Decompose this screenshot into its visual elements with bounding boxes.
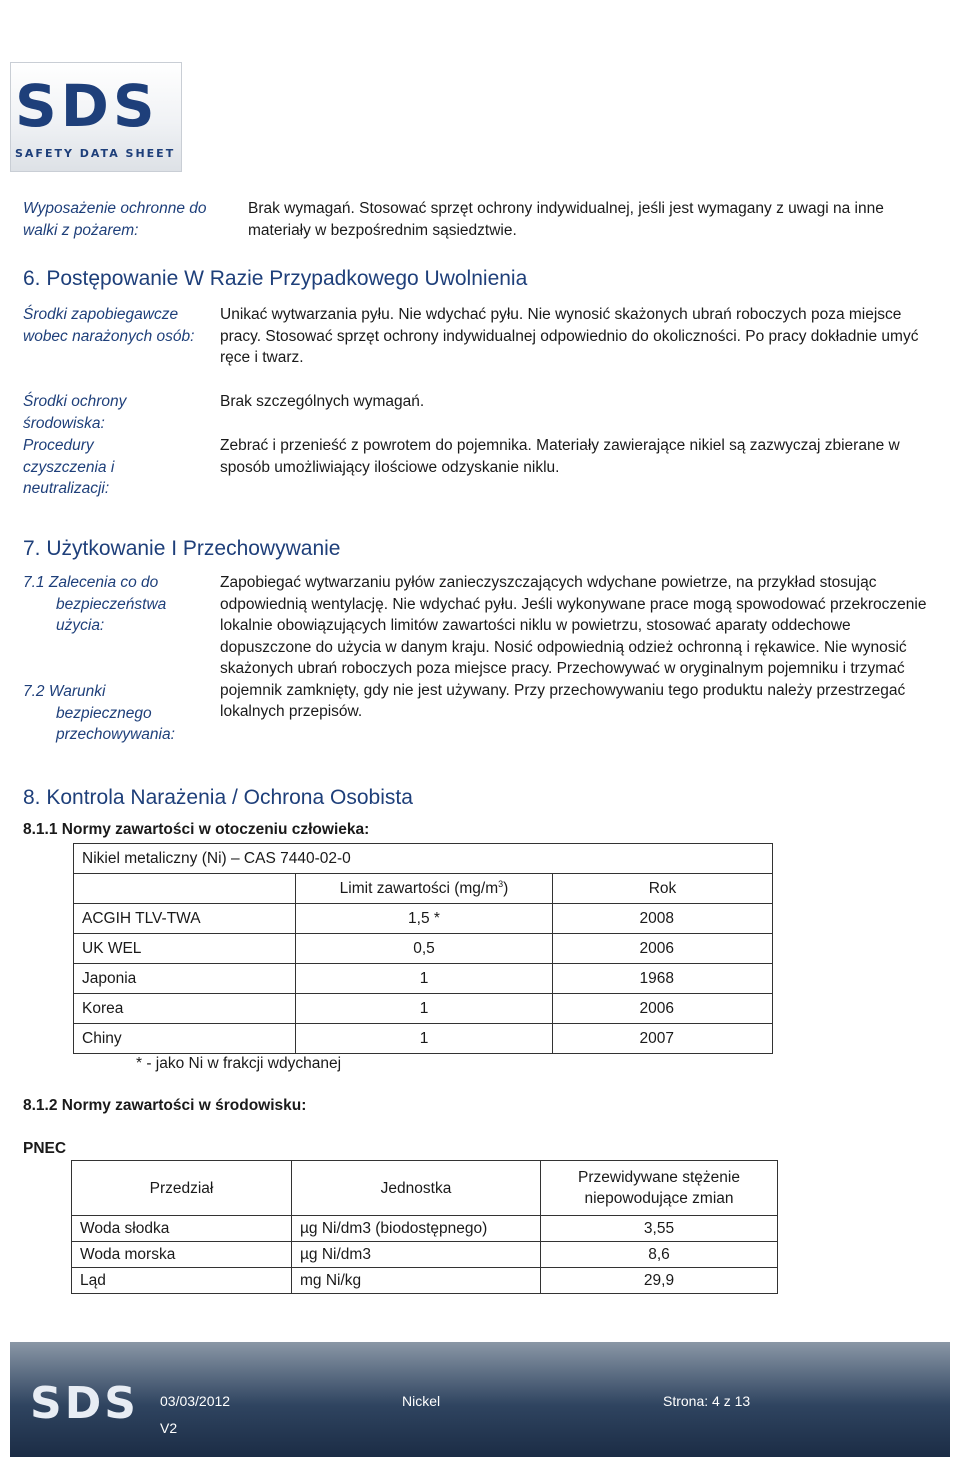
row-limit: 0,5 [296,934,553,964]
table-caption: Nikiel metaliczny (Ni) – CAS 7440-02-0 [74,844,773,874]
fire-equipment-label: Wyposażenie ochronne do walki z pożarem: [23,200,207,239]
table-row [74,934,773,964]
table-row [72,1268,778,1294]
environment-limits-heading: 8.1.2 Normy zawartości w środowisku: [23,1097,307,1114]
sds-logo-text: SDS [15,72,159,140]
footer-version: V2 [160,1420,178,1436]
header-year: Rok [553,874,773,904]
pnec-value: 29,9 [541,1268,778,1294]
table-row [72,1216,778,1242]
table-row [74,904,773,934]
row-year: 2008 [553,904,773,934]
pnec-unit: µg Ni/dm3 [292,1242,541,1268]
handling-label-line2: bezpieczeństwa [56,595,167,613]
header-empty-cell [74,874,296,904]
row-name: Chiny [74,1024,296,1054]
pnec-zone: Ląd [72,1268,292,1294]
footer-sds-logo: SDS [30,1378,139,1429]
workplace-limits-heading: 8.1.1 Normy zawartości w otoczeniu człowieka: [23,821,370,838]
pnec-value: 8,6 [541,1242,778,1268]
storage-label-line3: przechowywania: [56,726,175,743]
section-8-title: 8. Kontrola Narażenia / Ochrona Osobista [23,786,413,809]
pnec-value: 3,55 [541,1216,778,1242]
handling-storage-text: Zapobiegać wytwarzaniu pyłów zanieczyszczających wdychane powietrze, na przykład stosując odpowiednią wentylację. Nie wdychać pyłu. Jeśli wykonywane prace mogą spowodować przekroczenie lokalnie obowiązujących limitów zawartości niklu w powietrzu, stosować aparaty oddechowe dopuszczone do użycia w danym kraju. Nosić odpowiednią odzież ochronną i rękawice. Nie wynosić skażonych ubrań roboczych poza miejsce pracy. Przechowywać w oryginalnym pojemniku i trzymać pojemnik zamknięty, gdy nie jest używany. Przy przechowywaniu tego produktu należy przestrzegać lokalnych przepisów. [220,574,927,720]
handling-label [23,572,213,637]
table-caption-row [74,844,773,874]
table-row [74,1024,773,1054]
row-year: 2006 [553,994,773,1024]
table-footnote: * - jako Ni w frakcji wdychanej [136,1055,342,1072]
pnec-header-row [72,1161,778,1216]
row-limit: 1 [296,1024,553,1054]
cleanup-procedures-text: Zebrać i przenieść z powrotem do pojemnika. Materiały zawierające nikiel są zazwyczaj zbierane w sposób umożliwiający ilościowe odzyskanie niklu. [220,437,900,476]
sds-logo [10,62,182,172]
environmental-precautions-label: Środki ochrony środowiska: [23,393,127,432]
pnec-header-unit: Jednostka [292,1161,541,1216]
table-header-row [74,874,773,904]
personal-precautions-text: Unikać wytwarzania pyłu. Nie wdychać pyłu. Nie wynosić skażonych ubrań roboczych poza miejsce pracy. Stosować sprzęt ochrony indywidualnej odpowiednio do okoliczności. Po pracy dokładnie umyć ręce i twarz. [220,306,919,366]
row-limit: 1 [296,994,553,1024]
table-row [72,1242,778,1268]
section-7-title: 7. Użytkowanie I Przechowywanie [23,537,341,560]
row-year: 1968 [553,964,773,994]
environmental-precautions-text: Brak szczególnych wymagań. [220,393,425,410]
pnec-zone: Woda słodka [72,1216,292,1242]
handling-label-line1: 7.1 Zalecenia co do [23,574,159,591]
footer-banner [10,1342,950,1457]
row-name: UK WEL [74,934,296,964]
pnec-header-value: Przewidywane stężenie niepowodujące zmian [541,1161,778,1216]
personal-precautions-label: Środki zapobiegawcze wobec narażonych osób: [23,306,195,345]
sds-logo-subtitle: SAFETY DATA SHEET [15,147,176,160]
handling-label-line3: użycia: [56,617,105,634]
pnec-header-zone: Przedział [72,1161,292,1216]
pnec-unit: µg Ni/dm3 (biodostępnego) [292,1216,541,1242]
storage-label [23,681,213,746]
footer-date: 03/03/2012 [160,1393,231,1409]
table-row [74,964,773,994]
storage-label-line2: bezpiecznego [56,704,152,722]
row-year: 2007 [553,1024,773,1054]
cleanup-procedures-label: Procedury czyszczenia i neutralizacji: [23,437,115,497]
row-name: Japonia [74,964,296,994]
pnec-label: PNEC [23,1140,67,1157]
exposure-limits-table [73,843,773,1054]
footer-page-number: Strona: 4 z 13 [663,1393,751,1409]
row-limit: 1,5 * [296,904,553,934]
pnec-table [71,1160,778,1294]
fire-equipment-text: Brak wymagań. Stosować sprzęt ochrony indywidualnej, jeśli jest wymagany z uwagi na inne materiały w bezpośrednim sąsiedztwie. [248,200,884,239]
row-name: Korea [74,994,296,1024]
row-year: 2006 [553,934,773,964]
section-6-title: 6. Postępowanie W Razie Przypadkowego Uwolnienia [23,267,528,290]
pnec-unit: mg Ni/kg [292,1268,541,1294]
pnec-zone: Woda morska [72,1242,292,1268]
row-name: ACGIH TLV-TWA [74,904,296,934]
table-row [74,994,773,1024]
header-limit: Limit zawartości $(mg/m^3)$ [296,874,553,904]
row-limit: 1 [296,964,553,994]
storage-label-line1: 7.2 Warunki [23,683,106,700]
footer-product: Nickel [402,1393,441,1409]
